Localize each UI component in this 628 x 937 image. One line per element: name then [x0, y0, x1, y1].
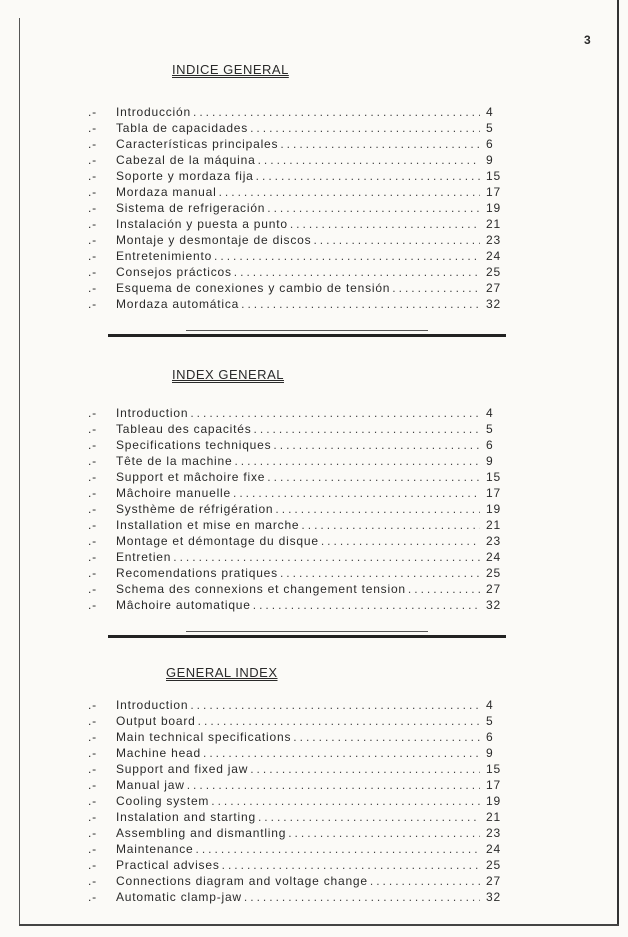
bullet-marker: .-	[88, 534, 97, 548]
page-border-left	[19, 18, 20, 926]
toc-entry-page: 32	[486, 297, 501, 311]
bullet-marker: .-	[88, 714, 97, 728]
toc-entry[interactable]	[88, 137, 508, 153]
toc-entry-page: 25	[486, 858, 501, 872]
bullet-marker: .-	[88, 137, 97, 151]
dot-leader	[219, 185, 480, 199]
bullet-marker: .-	[88, 550, 97, 564]
bullet-marker: .-	[88, 153, 97, 167]
bullet-marker: .-	[88, 470, 97, 484]
toc-entry-page: 25	[486, 566, 501, 580]
bullet-marker: .-	[88, 201, 97, 215]
dot-leader	[214, 249, 480, 263]
toc-entry-label: Instalation and starting	[116, 810, 256, 824]
dot-leader	[273, 438, 480, 452]
toc-entry-page: 15	[486, 470, 501, 484]
bullet-marker: .-	[88, 826, 97, 840]
bullet-marker: .-	[88, 502, 97, 516]
dot-leader	[211, 794, 480, 808]
toc-entry-page: 17	[486, 185, 501, 199]
toc-entry-page: 21	[486, 810, 501, 824]
toc-entry-label: Soporte y mordaza fija	[116, 169, 254, 183]
bullet-marker: .-	[88, 105, 97, 119]
section-title: INDICE GENERAL	[172, 62, 289, 77]
bullet-marker: .-	[88, 422, 97, 436]
toc-entry[interactable]	[88, 714, 508, 730]
toc-entry[interactable]	[88, 826, 508, 842]
toc-entry[interactable]	[88, 810, 508, 826]
toc-entry-label: Main technical specifications	[116, 730, 292, 744]
toc-entry[interactable]	[88, 582, 508, 598]
bullet-marker: .-	[88, 265, 97, 279]
toc-entry-label: Cooling system	[116, 794, 210, 808]
section-divider-inner	[186, 631, 428, 632]
toc-entry-label: Instalación y puesta a punto	[116, 217, 288, 231]
bullet-marker: .-	[88, 233, 97, 247]
dot-leader	[293, 730, 480, 744]
toc-entry-page: 5	[486, 422, 494, 436]
bullet-marker: .-	[88, 518, 97, 532]
toc-entry[interactable]	[88, 201, 508, 217]
toc-entry[interactable]	[88, 185, 508, 201]
toc-entry-label: Entretien	[116, 550, 172, 564]
toc-entry-page: 24	[486, 550, 501, 564]
bullet-marker: .-	[88, 858, 97, 872]
toc-list	[88, 105, 508, 313]
toc-entry-page: 32	[486, 890, 501, 904]
toc-entry-page: 21	[486, 217, 501, 231]
dot-leader	[198, 714, 480, 728]
toc-entry[interactable]	[88, 502, 508, 518]
section-divider-inner	[186, 330, 428, 331]
bullet-marker: .-	[88, 842, 97, 856]
toc-entry-page: 19	[486, 201, 501, 215]
toc-entry-label: Introducción	[116, 105, 191, 119]
bullet-marker: .-	[88, 297, 97, 311]
dot-leader	[254, 422, 480, 436]
toc-entry-page: 21	[486, 518, 501, 532]
bullet-marker: .-	[88, 121, 97, 135]
toc-entry-page: 17	[486, 778, 501, 792]
section-title: INDEX GENERAL	[172, 367, 284, 382]
toc-entry-label: Support et mâchoire fixe	[116, 470, 266, 484]
bullet-marker: .-	[88, 454, 97, 468]
toc-entry-label: Connections diagram and voltage change	[116, 874, 368, 888]
toc-entry-page: 23	[486, 233, 501, 247]
section-divider	[108, 334, 506, 337]
bullet-marker: .-	[88, 438, 97, 452]
dot-leader	[267, 201, 480, 215]
toc-entry-label: Specifications techniques	[116, 438, 272, 452]
dot-leader	[408, 582, 480, 596]
toc-entry-page: 15	[486, 762, 501, 776]
dot-leader	[244, 890, 480, 904]
toc-entry-page: 6	[486, 438, 494, 452]
toc-list	[88, 698, 508, 906]
toc-entry-label: Consejos prácticos	[116, 265, 232, 279]
toc-entry-label: Tableau des capacités	[116, 422, 252, 436]
toc-entry[interactable]	[88, 566, 508, 582]
toc-entry[interactable]	[88, 265, 508, 281]
dot-leader	[234, 454, 480, 468]
toc-entry-label: Mâchoire manuelle	[116, 486, 231, 500]
bullet-marker: .-	[88, 874, 97, 888]
toc-entry-page: 24	[486, 249, 501, 263]
dot-leader	[280, 566, 480, 580]
bullet-marker: .-	[88, 698, 97, 712]
toc-entry-page: 9	[486, 746, 494, 760]
bullet-marker: .-	[88, 778, 97, 792]
dot-leader	[313, 233, 480, 247]
dot-leader	[233, 486, 480, 500]
toc-entry[interactable]	[88, 422, 508, 438]
toc-entry-label: Introduction	[116, 406, 189, 420]
bullet-marker: .-	[88, 810, 97, 824]
dot-leader	[290, 217, 480, 231]
dot-leader	[275, 502, 480, 516]
toc-entry-label: Sistema de refrigeración	[116, 201, 266, 215]
dot-leader	[288, 826, 480, 840]
dot-leader	[203, 746, 480, 760]
dot-leader	[196, 842, 480, 856]
bullet-marker: .-	[88, 890, 97, 904]
toc-entry-label: Maintenance	[116, 842, 194, 856]
bullet-marker: .-	[88, 249, 97, 263]
bullet-marker: .-	[88, 730, 97, 744]
toc-entry[interactable]	[88, 281, 508, 297]
toc-entry-label: Output board	[116, 714, 196, 728]
dot-leader	[190, 406, 480, 420]
dot-leader	[258, 810, 480, 824]
toc-entry[interactable]	[88, 105, 508, 121]
toc-entry-page: 23	[486, 534, 501, 548]
bullet-marker: .-	[88, 746, 97, 760]
bullet-marker: .-	[88, 169, 97, 183]
toc-entry[interactable]	[88, 778, 508, 794]
toc-entry-label: Cabezal de la máquina	[116, 153, 256, 167]
toc-entry-label: Tabla de capacidades	[116, 121, 249, 135]
toc-entry[interactable]	[88, 874, 508, 890]
toc-entry-page: 27	[486, 582, 501, 596]
toc-entry[interactable]	[88, 438, 508, 454]
toc-entry-label: Installation et mise en marche	[116, 518, 300, 532]
toc-entry[interactable]	[88, 730, 508, 746]
toc-entry-page: 15	[486, 169, 501, 183]
bullet-marker: .-	[88, 406, 97, 420]
toc-entry-label: Recomendations pratiques	[116, 566, 278, 580]
bullet-marker: .-	[88, 281, 97, 295]
dot-leader	[173, 550, 480, 564]
dot-leader	[190, 698, 480, 712]
toc-entry-label: Esquema de conexiones y cambio de tensión	[116, 281, 391, 295]
toc-entry[interactable]	[88, 550, 508, 566]
toc-entry[interactable]	[88, 169, 508, 185]
dot-leader	[321, 534, 480, 548]
toc-entry[interactable]	[88, 249, 508, 265]
toc-entry-page: 27	[486, 874, 501, 888]
toc-entry-label: Características principales	[116, 137, 279, 151]
toc-entry[interactable]	[88, 858, 508, 874]
toc-entry-page: 4	[486, 406, 494, 420]
dot-leader	[250, 121, 480, 135]
section-divider	[108, 635, 506, 638]
toc-entry[interactable]	[88, 518, 508, 534]
dot-leader	[301, 518, 480, 532]
toc-entry[interactable]	[88, 534, 508, 550]
toc-entry-page: 24	[486, 842, 501, 856]
page-border-bottom	[19, 924, 619, 926]
toc-entry[interactable]	[88, 598, 508, 614]
toc-entry[interactable]	[88, 297, 508, 313]
dot-leader	[234, 265, 480, 279]
dot-leader	[253, 598, 480, 612]
toc-entry-label: Entretenimiento	[116, 249, 213, 263]
toc-entry-page: 19	[486, 794, 501, 808]
toc-entry-label: Machine head	[116, 746, 201, 760]
section-title: GENERAL INDEX	[166, 665, 278, 680]
toc-entry-label: Mâchoire automatique	[116, 598, 251, 612]
toc-entry[interactable]	[88, 794, 508, 810]
toc-entry-label: Systhème de réfrigération	[116, 502, 274, 516]
dot-leader	[258, 153, 480, 167]
toc-entry[interactable]	[88, 470, 508, 486]
toc-entry[interactable]	[88, 121, 508, 137]
dot-leader	[193, 105, 480, 119]
toc-entry-page: 32	[486, 598, 501, 612]
toc-entry-label: Mordaza manual	[116, 185, 217, 199]
dot-leader	[267, 470, 480, 484]
bullet-marker: .-	[88, 762, 97, 776]
toc-entry-label: Montaje y desmontaje de discos	[116, 233, 312, 247]
bullet-marker: .-	[88, 598, 97, 612]
page-border-right	[617, 0, 619, 926]
dot-leader	[280, 137, 480, 151]
toc-entry[interactable]	[88, 746, 508, 762]
toc-entry-label: Schema des connexions et changement tension	[116, 582, 406, 596]
toc-entry-page: 4	[486, 698, 494, 712]
toc-entry-page: 19	[486, 502, 501, 516]
toc-entry-label: Manual jaw	[116, 778, 185, 792]
toc-entry-label: Introduction	[116, 698, 189, 712]
toc-entry-label: Automatic clamp-jaw	[116, 890, 242, 904]
toc-entry-page: 9	[486, 454, 494, 468]
bullet-marker: .-	[88, 486, 97, 500]
bullet-marker: .-	[88, 217, 97, 231]
toc-entry-page: 25	[486, 265, 501, 279]
toc-entry[interactable]	[88, 698, 508, 714]
toc-entry[interactable]	[88, 217, 508, 233]
toc-entry[interactable]	[88, 486, 508, 502]
toc-entry-page: 5	[486, 121, 494, 135]
toc-entry-page: 27	[486, 281, 501, 295]
toc-entry[interactable]	[88, 762, 508, 778]
toc-entry-label: Assembling and dismantling	[116, 826, 287, 840]
dot-leader	[222, 858, 480, 872]
toc-entry-label: Practical advises	[116, 858, 220, 872]
toc-entry-page: 23	[486, 826, 501, 840]
dot-leader	[250, 762, 480, 776]
bullet-marker: .-	[88, 566, 97, 580]
dot-leader	[370, 874, 480, 888]
toc-entry[interactable]	[88, 842, 508, 858]
page-number: 3	[584, 33, 591, 47]
toc-entry-label: Mordaza automática	[116, 297, 240, 311]
toc-entry[interactable]	[88, 153, 508, 169]
toc-entry-page: 9	[486, 153, 494, 167]
bullet-marker: .-	[88, 582, 97, 596]
toc-entry-page: 17	[486, 486, 501, 500]
toc-entry-page: 4	[486, 105, 494, 119]
bullet-marker: .-	[88, 794, 97, 808]
toc-entry-page: 6	[486, 137, 494, 151]
toc-entry-label: Support and fixed jaw	[116, 762, 249, 776]
toc-entry[interactable]	[88, 454, 508, 470]
toc-entry-page: 6	[486, 730, 494, 744]
dot-leader	[187, 778, 480, 792]
toc-entry-label: Tête de la machine	[116, 454, 233, 468]
toc-entry-label: Montage et démontage du disque	[116, 534, 319, 548]
toc-entry-page: 5	[486, 714, 494, 728]
toc-entry[interactable]	[88, 233, 508, 249]
toc-entry[interactable]	[88, 890, 508, 906]
toc-entry[interactable]	[88, 406, 508, 422]
bullet-marker: .-	[88, 185, 97, 199]
dot-leader	[256, 169, 480, 183]
toc-list	[88, 406, 508, 614]
dot-leader	[241, 297, 480, 311]
dot-leader	[392, 281, 480, 295]
